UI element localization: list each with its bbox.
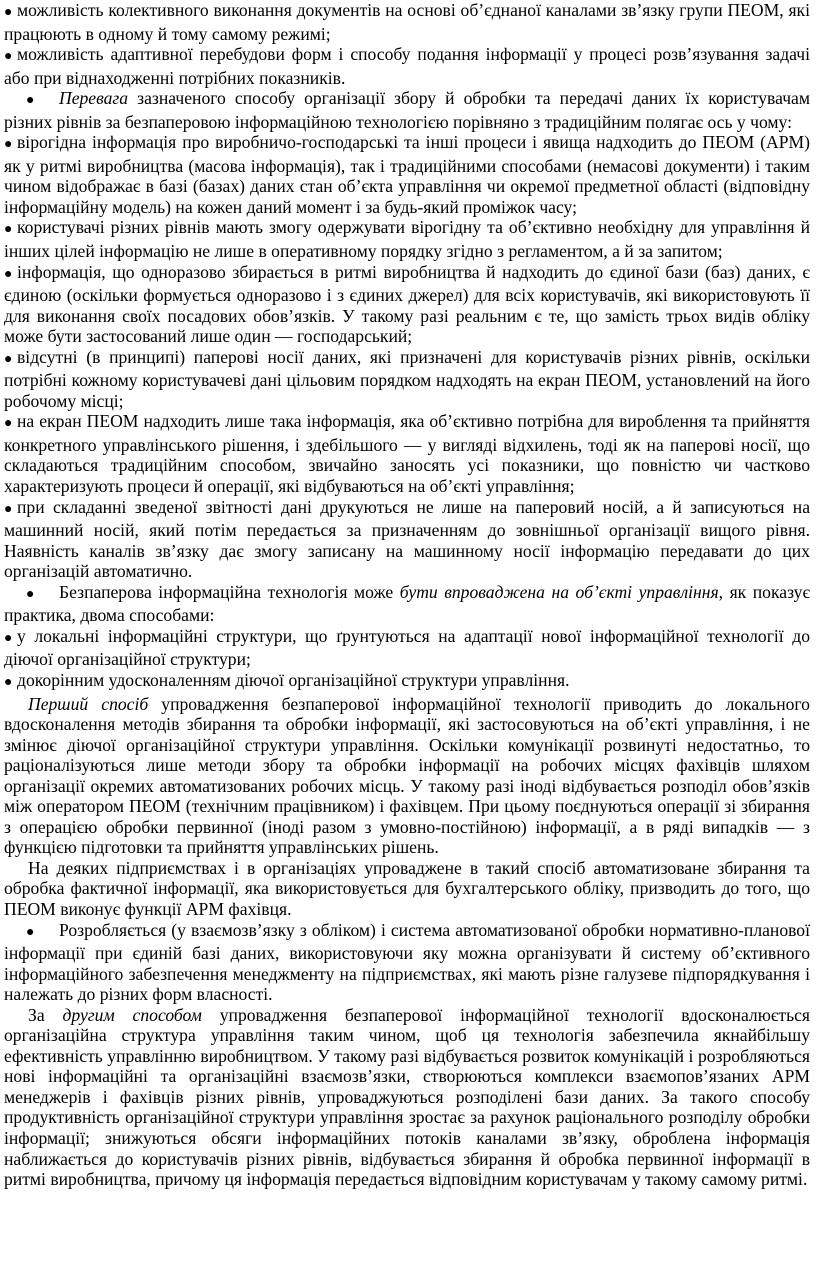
bullet-icon: ● [4,674,13,690]
paragraph-text: За [28,1004,63,1025]
paragraph-text: можливість колективного виконання документів на основі об’єднаної каналами зв’язку групи ПЕОМ, які працюють в одному й тому самому режимі; [4,0,810,44]
bullet-item [4,132,810,217]
paragraph-text: Безпаперова інформаційна технологія може [59,581,400,602]
bullet-item [4,497,810,582]
bullet-icon: ● [4,5,13,20]
paragraph-text: на екран ПЕОМ надходить лише така інформація, яка об’єктивно потрібна для вироблення та прийняття конкретного управлінського рішення, і здебільшого — у вигляді відхилень, тоді як на паперові носії, що складаються традиційним способом, звичайно заносять усі показники, що повністю чи частково характеризують процеси й операції, які відбуваються на об’єкті управління; [4,411,810,497]
bullet-paragraph [4,582,810,626]
bullet-icon: ● [4,266,13,282]
paragraph-text: , як показує практика, двома способами: [4,581,811,626]
emphasis-text: другим способом [62,1004,202,1025]
bullet-item [4,411,810,496]
bullet-paragraph [4,920,810,1005]
bullet-item [4,347,810,412]
paragraph-text: вірогідна інформація про виробничо-господарські та інші процеси і явища надходить до ПЕОМ (АРМ) як у ритмі виробництва (масова інформація), так і традиційними способами (немасові документи) і таким чином відображає в базі (базах) даних стан об’єкта управління чи окремої предметної області (відповідну інформаційну модель) на кожен даний момент і за будь-який проміжок часу; [4,132,810,217]
bullet-item [4,217,810,261]
paragraph-text: при складанні зведеної звітності дані друкуються не лише на паперовий носій, а й записуються на машинний носій, який потім передається за призначенням до зовнішньої організації вищого рівня. Наявність каналів зв’язку дає змогу записану на машинному носії інформацію передавати до цих організацій автоматично. [4,496,810,582]
paragraph-text: у локальні інформаційні структури, що ґрунтуються на адаптації нової інформаційної технології до діючої організаційної структури; [4,625,810,670]
paragraph-text: інформація, що одноразово збирається в ритмі виробництва й надходить до єдиної бази (баз) даних, є єдиною (оскільки формується одноразово і з єдиних джерел) для всіх користувачів, які використовують її для виконання своїх посадових обов’язків. У такому разі реальним є те, що замість трьох видів обліку може бути застосований лише один — господарський; [4,261,810,347]
bullet-item [4,626,810,670]
emphasis-text: Перевага [59,88,129,109]
body-paragraph [4,858,810,920]
body-paragraph [4,694,810,858]
emphasis-text: бути впроваджена на об’єкті управління [399,581,719,602]
bullet-icon: ● [26,924,35,940]
paragraph-text: упровадження безпаперової інформаційної технології вдосконалюється організаційна структура управління таким чином, щоб ця технологія забезпечила якнайбільшу ефективність управлінню виробництвом. У такому разі відбувається розвиток комунікацій і розробляються нові інформаційні та організаційні взаємозв’язки, створюються комплекси взаємопов’язаних АРМ менеджерів і фахівців різних рівнів, упроваджуються розподілені бази даних. За такого способу продуктивність організаційної структури управління зростає за рахунок раціонального розподілу обробки інформації; знижуються обсяги інформаційних потоків каналами зв’язку, оброблена інформація наближається до користувачів різних рівнів, відбувається збирання й обробка первинної інформації в ритмі виробництва, причому ця інформація передається відповідним користувачам у такому самому ритмі. [4,1004,811,1190]
bullet-item [4,262,810,347]
bullet-item [4,44,810,88]
bullet-icon: ● [4,630,13,646]
paragraph-text: упровадження безпаперової інформаційної технології приводить до локального вдосконалення методів збирання та обробки інформації, які застосовуються на об’єкті управління, і не змінює діючої організаційної структури управління. Оскільки комунікації розвинуті недостатньо, то раціоналізуються лише методи збору та обробки інформації на робочих місцях фахівців шляхом організації окремих автоматизованих робочих місць. У такому разі іноді відбувається розподіл обов’язків між оператором ПЕОМ (технічним працівником) і фахівцем. При цьому поєднуються операції зі збирання з операцією обробки первинної (іноді разом з умовно-постійною) інформації, а в ряді випадків — з функцією підготовки та прийняття управлінських рішень. [4,693,810,858]
paragraph-text: користувачі різних рівнів мають змогу одержувати вірогідну та об’єктивно необхідну для управління й інших цілей інформацію не лише в оперативному порядку згідно з регламентом, а й за запитом; [4,217,810,262]
paragraph-text: На деяких підприємствах і в організаціях упроваджене в такий спосіб автоматизоване збирання та обробка фактичної інформації, яка використовується для бухгалтерського обліку, призводить до того, що ПЕОМ виконує функції АРМ фахівця. [4,857,810,919]
bullet-icon: ● [4,222,13,238]
bullet-paragraph [4,88,810,132]
paragraph-text: відсутні (в принципі) паперові носії даних, які призначені для користувачів різних рівнів, оскільки потрібні кожному користувачеві дані цільовим порядком надходять на екран ПЕОМ, установлений на його робочому місці; [4,346,810,411]
bullet-icon: ● [4,351,13,367]
bullet-item [4,0,810,44]
bullet-icon: ● [26,93,35,109]
paragraph-text: Розробляється (у взаємозв’язку з обліком) і система автоматизованої обробки нормативно-планової інформації при єдиній базі даних, використовуючи яку можна організувати й систему об’єктивного інформаційного забезпечення менеджменту на підприємствах, які мають різне галузеве підпорядкування і належать до різних форм власності. [4,919,810,1005]
emphasis-text: Перший спосіб [28,693,149,714]
bullet-icon: ● [4,416,13,432]
bullet-icon: ● [26,586,35,602]
paragraph-text: докорінним удосконаленням діючої організаційної структури управління. [17,669,570,690]
bullet-icon: ● [4,501,13,517]
body-paragraph [4,1005,810,1190]
paragraph-text: зазначеного способу організації збору й обробки та передачі даних їх користувачам різних рівнів за безпаперовою інформаційною технологією порівняно з традиційним полягає ось у чому: [4,88,810,132]
bullet-icon: ● [4,137,13,153]
bullet-item [4,670,810,694]
paragraph-text: можливість адаптивної перебудови форм і способу подання інформації у процесі розв’язування задачі або при віднаходженні потрібних показників. [4,44,810,88]
bullet-icon: ● [4,49,13,65]
